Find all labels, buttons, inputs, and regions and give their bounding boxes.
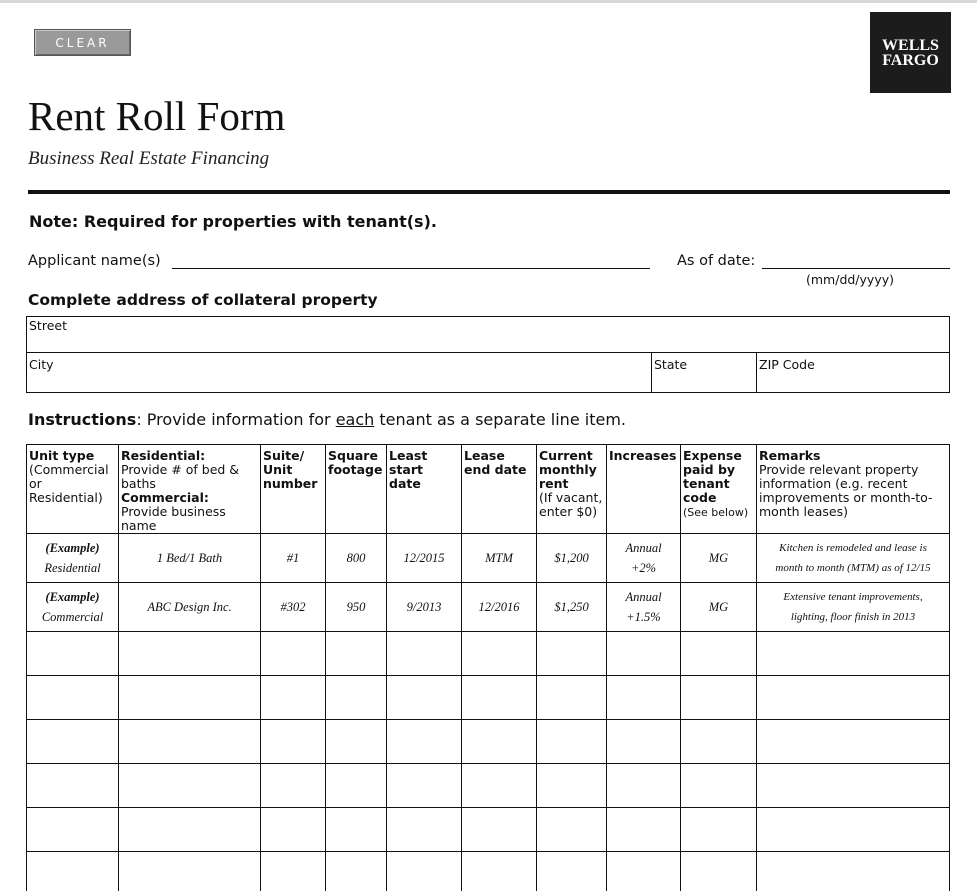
header-residential-commercial: Residential: Provide # of bed & baths Commercial: Provide business name xyxy=(119,445,261,534)
table-cell[interactable] xyxy=(537,808,607,852)
table-cell[interactable] xyxy=(326,676,387,720)
instructions xyxy=(28,410,626,429)
instructions-emphasis: each xyxy=(335,410,375,429)
table-cell[interactable] xyxy=(387,720,462,764)
table-cell[interactable] xyxy=(326,720,387,764)
example-label: (Example) xyxy=(45,590,100,604)
example-sqft[interactable]: 950 xyxy=(326,583,387,632)
table-cell[interactable] xyxy=(119,764,261,808)
remarks-line-1: Kitchen is remodeled and lease is xyxy=(779,542,927,554)
example-suite[interactable]: #302 xyxy=(261,583,326,632)
unit-type-value: Commercial xyxy=(41,610,104,624)
header-square-footage: Square footage xyxy=(326,445,387,534)
table-cell[interactable] xyxy=(261,764,326,808)
table-cell[interactable] xyxy=(681,676,757,720)
table-cell[interactable] xyxy=(119,852,261,891)
address-box xyxy=(26,316,950,393)
table-row xyxy=(27,764,950,808)
header-lease-start: Least start date xyxy=(387,445,462,534)
city-field[interactable] xyxy=(27,353,651,393)
header-expense-code: Expense paid by tenant code (See below) xyxy=(681,445,757,534)
example-row xyxy=(27,583,950,632)
as-of-date-field[interactable] xyxy=(762,268,950,269)
header-increases: Increases xyxy=(607,445,681,534)
street-label: Street xyxy=(29,318,67,333)
table-cell[interactable] xyxy=(387,764,462,808)
table-row xyxy=(27,852,950,891)
address-heading: Complete address of collateral property xyxy=(28,291,378,309)
state-field[interactable] xyxy=(652,353,756,393)
example-increases[interactable] xyxy=(607,534,681,583)
table-row xyxy=(27,720,950,764)
table-cell[interactable] xyxy=(326,764,387,808)
table-cell[interactable] xyxy=(681,852,757,891)
clear-button[interactable]: CLEAR xyxy=(34,29,131,56)
wells-fargo-logo xyxy=(870,12,951,93)
table-row xyxy=(27,632,950,676)
table-cell[interactable] xyxy=(681,808,757,852)
header-lease-end: Lease end date xyxy=(462,445,537,534)
example-remarks[interactable] xyxy=(757,534,950,583)
table-cell[interactable] xyxy=(462,720,537,764)
table-cell[interactable] xyxy=(607,852,681,891)
table-cell[interactable] xyxy=(326,808,387,852)
example-lease-start[interactable]: 12/2015 xyxy=(387,534,462,583)
applicant-name-label: Applicant name(s) xyxy=(28,253,161,269)
table-cell[interactable] xyxy=(681,764,757,808)
applicant-name-field[interactable] xyxy=(172,268,650,269)
table-cell[interactable] xyxy=(261,632,326,676)
instructions-lead: Instructions xyxy=(28,410,137,429)
table-cell[interactable] xyxy=(757,676,950,720)
table-cell[interactable] xyxy=(119,632,261,676)
example-label: (Example) xyxy=(45,541,100,555)
table-cell[interactable] xyxy=(261,720,326,764)
table-cell[interactable] xyxy=(757,632,950,676)
increase-value: +2% xyxy=(630,561,657,575)
increase-period: Annual xyxy=(625,590,662,604)
example-lease-start[interactable]: 9/2013 xyxy=(387,583,462,632)
table-cell[interactable] xyxy=(537,852,607,891)
table-cell[interactable] xyxy=(27,632,119,676)
example-detail[interactable]: ABC Design Inc. xyxy=(119,583,261,632)
zip-label: ZIP Code xyxy=(759,357,815,372)
example-lease-end[interactable]: 12/2016 xyxy=(462,583,537,632)
example-rent[interactable]: $1,200 xyxy=(537,534,607,583)
example-remarks[interactable] xyxy=(757,583,950,632)
table-cell[interactable] xyxy=(27,808,119,852)
table-cell[interactable] xyxy=(119,720,261,764)
increase-period: Annual xyxy=(625,541,662,555)
example-suite[interactable]: #1 xyxy=(261,534,326,583)
city-label: City xyxy=(29,357,54,372)
example-unit-type[interactable] xyxy=(27,583,119,632)
table-cell[interactable] xyxy=(757,764,950,808)
table-cell[interactable] xyxy=(27,720,119,764)
remarks-line-2: lighting, floor finish in 2013 xyxy=(790,611,916,623)
street-field[interactable] xyxy=(27,317,949,352)
table-cell[interactable] xyxy=(387,852,462,891)
table-cell[interactable] xyxy=(261,852,326,891)
instructions-text-1: : Provide information for xyxy=(136,410,336,429)
table-cell[interactable] xyxy=(326,852,387,891)
table-cell[interactable] xyxy=(607,808,681,852)
table-cell[interactable] xyxy=(387,632,462,676)
table-cell[interactable] xyxy=(537,764,607,808)
table-cell[interactable] xyxy=(607,764,681,808)
table-cell[interactable] xyxy=(462,632,537,676)
example-row xyxy=(27,534,950,583)
example-sqft[interactable]: 800 xyxy=(326,534,387,583)
table-cell[interactable] xyxy=(757,852,950,891)
rent-roll-table xyxy=(26,444,950,891)
instructions-text-2: tenant as a separate line item. xyxy=(374,410,626,429)
table-cell[interactable] xyxy=(326,632,387,676)
example-detail[interactable]: 1 Bed/1 Bath xyxy=(119,534,261,583)
logo-line-1: WELLS xyxy=(882,36,939,54)
as-of-date-label: As of date: xyxy=(677,253,756,269)
zip-field[interactable] xyxy=(757,353,950,393)
example-lease-end[interactable]: MTM xyxy=(462,534,537,583)
table-cell[interactable] xyxy=(119,676,261,720)
remarks-line-2: month to month (MTM) as of 12/15 xyxy=(775,562,931,574)
example-unit-type[interactable] xyxy=(27,534,119,583)
table-cell[interactable] xyxy=(681,720,757,764)
table-cell[interactable] xyxy=(27,852,119,891)
table-cell[interactable] xyxy=(462,808,537,852)
table-cell[interactable] xyxy=(462,764,537,808)
table-cell[interactable] xyxy=(462,852,537,891)
header-unit-type: Unit type (Commercial or Residential) xyxy=(27,445,119,534)
table-cell[interactable] xyxy=(681,632,757,676)
table-cell[interactable] xyxy=(537,676,607,720)
increase-value: +1.5% xyxy=(626,610,661,624)
requirement-note: Note: Required for properties with tenant(s). xyxy=(29,212,437,231)
top-border xyxy=(0,0,977,3)
header-rule xyxy=(28,190,950,194)
table-header-row xyxy=(27,445,950,534)
table-cell[interactable] xyxy=(261,676,326,720)
table-cell[interactable] xyxy=(387,676,462,720)
table-cell[interactable] xyxy=(757,720,950,764)
table-cell[interactable] xyxy=(757,808,950,852)
form-subtitle: Business Real Estate Financing xyxy=(28,148,270,169)
table-cell[interactable] xyxy=(119,808,261,852)
table-row xyxy=(27,808,950,852)
table-cell[interactable] xyxy=(537,720,607,764)
unit-type-value: Residential xyxy=(44,561,101,575)
table-cell[interactable] xyxy=(607,720,681,764)
header-monthly-rent: Current monthly rent (If vacant, enter $0) xyxy=(537,445,607,534)
date-format-hint: (mm/dd/yyyy) xyxy=(806,272,894,287)
table-cell[interactable] xyxy=(261,808,326,852)
state-label: State xyxy=(654,357,688,372)
table-row xyxy=(27,676,950,720)
table-cell[interactable] xyxy=(462,676,537,720)
logo-line-2: FARGO xyxy=(882,51,939,69)
header-remarks: Remarks Provide relevant property information (e.g. recent improvements or month-to-month leases) xyxy=(757,445,950,534)
table-cell[interactable] xyxy=(607,632,681,676)
example-expense-code[interactable]: MG xyxy=(681,534,757,583)
form-title: Rent Roll Form xyxy=(28,93,286,139)
example-rent[interactable]: $1,250 xyxy=(537,583,607,632)
table-cell[interactable] xyxy=(27,676,119,720)
example-expense-code[interactable]: MG xyxy=(681,583,757,632)
header-suite-unit: Suite/ Unit number xyxy=(261,445,326,534)
table-cell[interactable] xyxy=(27,764,119,808)
remarks-line-1: Extensive tenant improvements, xyxy=(783,591,923,603)
table-cell[interactable] xyxy=(537,632,607,676)
example-increases[interactable] xyxy=(607,583,681,632)
table-cell[interactable] xyxy=(607,676,681,720)
table-cell[interactable] xyxy=(387,808,462,852)
